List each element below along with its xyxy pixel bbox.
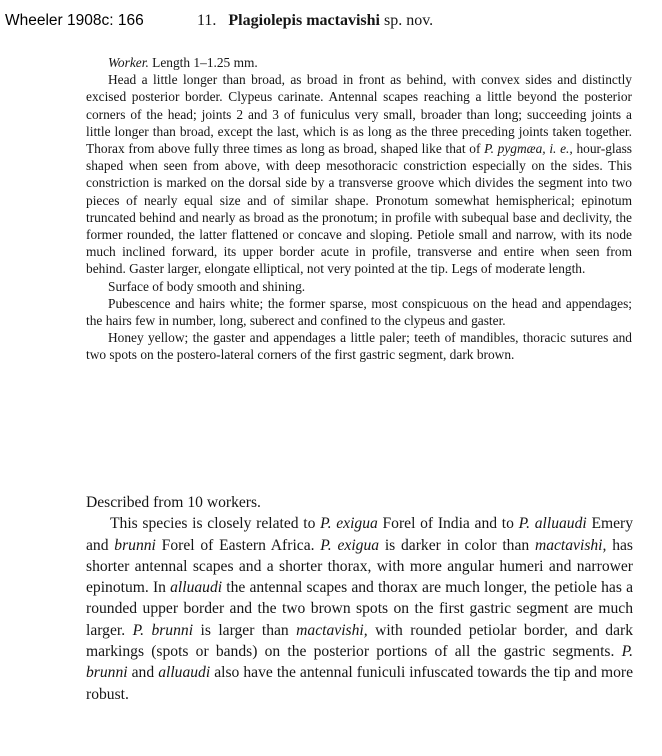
text-run: and <box>127 664 159 682</box>
italic-text-run: P. brunni <box>86 643 633 682</box>
italic-text-run: P. brunni <box>132 621 194 639</box>
species-name: Plagiolepis mactavishi <box>228 12 380 29</box>
worker-caste-line <box>86 54 632 71</box>
text-run: hour-glass shaped when seen from above, with deep mesothoracic constriction especially on the sides. This constriction is marked on the dorsal side by a transverse groove which divides the segment into two pieces of nearly equal size and of similar shape. Pronotum somewhat hemispherical; epinotum truncated behind and nearly as broad as the pronotum; in profile with subequal base and declivity, the former rounded, the latter flattened or concave and sloping. Petiole small and narrow, with its node much inclined forward, its upper border acute in profile, transverse and entire when seen from behind. Gaster larger, elongate elliptical, not very pointed at the tip. Legs of moderate length. <box>86 141 632 277</box>
text-run: Forel of Eastern Africa. <box>155 536 321 554</box>
worker-pilosity-paragraph: Pubescence and hairs white; the former sparse, most conspicuous on the head and appendages; the hairs few in number, long, suberect and confined to the clypeus and gaster. <box>86 295 632 329</box>
italic-text-run: brunni <box>114 536 156 554</box>
caste-label: Worker. <box>108 55 149 70</box>
text-run: is darker in color than <box>379 536 535 554</box>
species-status: sp. nov. <box>383 12 434 29</box>
material-examined: Described from 10 workers. <box>86 494 261 511</box>
worker-sculpture-paragraph: Surface of body smooth and shining. <box>108 278 306 294</box>
worker-length: Length 1–1.25 mm. <box>152 55 258 70</box>
text-run: This species is closely related to <box>110 515 321 533</box>
italic-text-run: mactavishi, <box>296 621 368 639</box>
italic-text-run: alluaudi <box>158 664 211 682</box>
italic-text-run: P. pygmæa, i. e., <box>484 141 573 157</box>
worker-color-paragraph: Honey yellow; the gaster and appendages a little paler; teeth of mandibles, thoracic sutures and two spots on the postero-lateral corners of the first gastric segment, dark brown. <box>86 330 632 363</box>
text-run: has shorter antennal scapes and a shorter thorax, with more angular humeri and narrower epinotum. In <box>86 536 633 597</box>
worker-morphology-paragraph <box>86 71 632 277</box>
italic-text-run: alluaudi <box>170 579 223 597</box>
text-run: with rounded petiolar border, and dark markings (spots or bands) on the posterior portions of all the gastric segments. <box>86 621 633 661</box>
species-heading <box>197 12 433 30</box>
text-run: is larger than <box>193 621 297 639</box>
italic-text-run: P. alluaudi <box>518 515 587 533</box>
text-run: Head a little longer than broad, as broad in front as behind, with convex sides and distinctly excised posterior border. Clypeus carinate. Antennal scapes reaching a little beyond the posterior corners of the head; joints 2 and 3 of funiculus very small, broader than long; succeeding joints a little longer than broad, except the last, which is as long as the three preceding joints taken together. Thorax from above fully three times as long as broad, shaped like that of <box>86 72 632 157</box>
text-run: the antennal scapes and thorax are much longer, the petiole has a rounded upper border and the two brown spots on the first gastric segment are much larger. <box>86 579 633 639</box>
text-run: also have the antennal funiculi infuscated towards the tip and more robust. <box>86 664 633 703</box>
citation-label: Wheeler 1908c: 166 <box>5 12 144 29</box>
comparison-paragraph <box>86 513 633 705</box>
italic-text-run: mactavishi, <box>534 536 607 554</box>
text-run: Forel of India and to <box>377 515 519 533</box>
species-discussion <box>86 492 633 705</box>
text-run: Emery and <box>86 515 634 554</box>
species-number: 11. <box>197 12 217 29</box>
italic-text-run: P. exigua <box>320 515 378 533</box>
italic-text-run: P. exigua <box>320 536 380 554</box>
worker-description <box>86 54 632 364</box>
